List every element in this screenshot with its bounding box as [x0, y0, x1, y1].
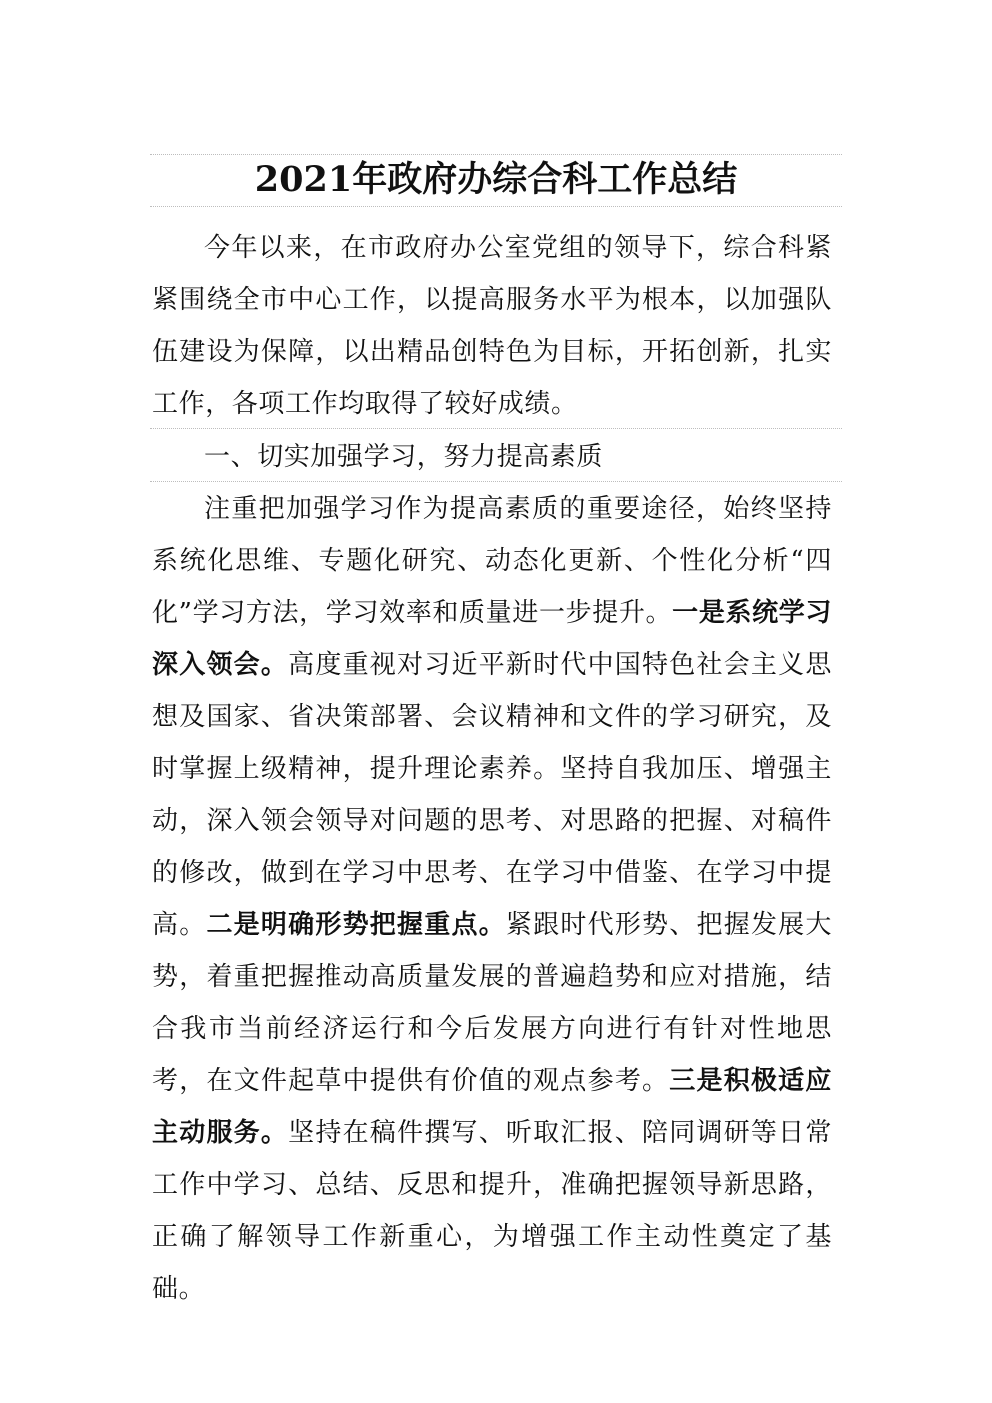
- document-title: 2021年政府办综合科工作总结: [254, 159, 738, 200]
- section-1-opening: 注重把加强学习作为提高素质的重要途径，始终坚持系统化思维、专题化研究、动态化更新、个性化分析“四化”学习方法，学习效率和质量进一步提升。: [152, 494, 832, 628]
- point-3-lead: 三是积极适应主动服务。: [152, 1066, 832, 1148]
- point-1-lead: 一是系统学习深入领会。: [152, 598, 832, 680]
- point-3-text: 坚持在稿件撰写、听取汇报、陪同调研等日常工作中学习、总结、反思和提升，准确把握领导新思路，正确了解领导工作新重心，为增强工作主动性奠定了基础。: [152, 1118, 832, 1304]
- point-2-lead: 二是明确形势把握重点。: [206, 910, 506, 940]
- section-divider-bottom: [150, 481, 842, 482]
- section-divider-top: [150, 428, 842, 429]
- point-2-text: 紧跟时代形势、把握发展大势，着重把握推动高质量发展的普遍趋势和应对措施，结合我市当前经济运行和今后发展方向进行有针对性地思考，在文件起草中提供有价值的观点参考。: [152, 910, 832, 1096]
- point-1-text: 高度重视对习近平新时代中国特色社会主义思想及国家、省决策部署、会议精神和文件的学习研究，及时掌握上级精神，提升理论素养。坚持自我加压、增强主动，深入领会领导对问题的思考、对思路的把握、对稿件的修改，做到在学习中思考、在学习中借鉴、在学习中提高。: [152, 650, 832, 940]
- intro-paragraph: 今年以来，在市政府办公室党组的领导下，综合科紧紧围绕全市中心工作，以提高服务水平为根本，以加强队伍建设为保障，以出精品创特色为目标，开拓创新，扎实工作，各项工作均取得了较好成绩。: [152, 233, 832, 419]
- title-bottom-divider: [150, 206, 842, 207]
- section-1-heading: 一、切实加强学习，努力提高素质: [204, 442, 604, 472]
- section-1-body: [152, 483, 832, 1315]
